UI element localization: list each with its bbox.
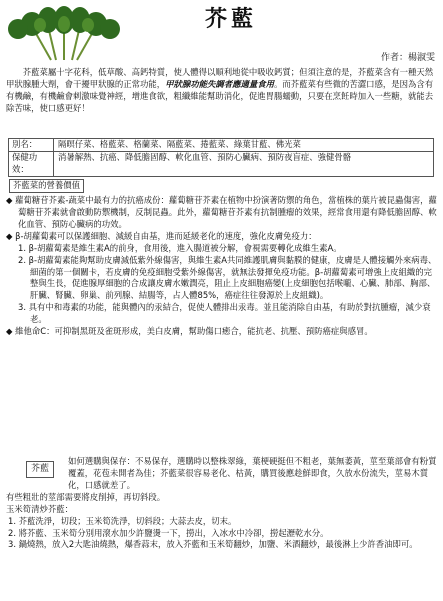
nutrition-list (6, 195, 438, 338)
effect-label: 保健功效： (9, 152, 54, 176)
alias-value: 隔暝仔菜、格藍菜、格蘭菜、隔藍菜、捲藍菜、綠葉甘藍、佛光菜 (58, 139, 301, 149)
nutrition-heading: 芥藍菜的營養價值 (9, 179, 84, 193)
effect-value: 消暑解熱、抗癌、降低膽固醇、軟化血管、預防心臟病、預防夜盲症、強健骨骼 (58, 151, 352, 162)
nutrition-item: ◆ 維他命C：可抑制黑斑及雀斑形成，美白皮膚，幫助傷口癒合，能抗老、抗壓、預防癌症與感冒。 (6, 326, 373, 337)
recipe-step: 1. 芥藍洗淨，切段；玉米筍洗淨，切斜段；大蒜去皮，切末。 (8, 515, 237, 526)
nutrition-item: 2. β-胡蘿蔔素能夠幫助皮膚減低紫外線傷害，與維生素A共同維護肌膚與黏膜的健康，皮膚是人體接觸外來病毒、細菌的第一個關卡，若皮膚的免疫細胞受紫外線傷害，就無法發揮免疫功能。β-胡蘿蔔素可增強上皮組織的完整與生長，促進腺厚細胞的合成讓皮膚水嫩潤亮，阻止上皮細胞癌變(上皮細胞包括喉嚨、心臟、肺部、胸部、肝臟、腎臟、卵巢、前列腺、結腸等，占人體85%，癌症往往發源於上皮組織)。 (18, 254, 437, 301)
storage-text: 如何選購與保存：不易保存，選購時以整株翠綠，葉梗硬挺但不粗老，葉無萎黃，莖至葉部會有粉質覆蓋，花苞未開者為佳；芥藍菜很容易老化、枯黃，購買後應趁鮮即食，久放水份流失，莖易木質化，口感就差了。 (68, 456, 437, 490)
nutrition-item: ◆ 蘿蔔糖苷芥素-蔬菜中最有力的抗癌成份：蘿蔔糖苷芥素在植物中扮演著防禦的角色，當植株的葉片被昆蟲傷害，蘿蔔糖苷芥素就會啟動防禦機制，反制昆蟲。此外，蘿蔔糖苷芥素有抗制腫瘤的效果，經常食用還有降低膽固醇、軟化血管、預防心臟病的功效。 (6, 195, 437, 229)
recipe-step: 3. 鍋燒熱，放入2大匙油燒熱，爆香蒜末，放入芥藍和玉米筍翻炒，加鹽、米酒翻炒，最後淋上少許香油即可。 (8, 539, 418, 550)
recipe-step: 2. 將芥藍、玉米筍分別用滾水加少許鹽燙一下，撈出，入冰水中冷卻，撈起瀝乾水分。 (8, 527, 329, 538)
intro-text: 芥藍菜屬十字花科，低草酸、高鈣特質，使人體得以順利地從中吸收鈣質；但須注意的是，芥藍菜含有一種天然甲狀腺腫大劑，會干擾甲狀腺的正常功能，甲狀腺功能失調者應適量食用。而芥藍菜有些微的苦澀口感，是因為含有有機鹼，有機鹼會刺激味覺神經，增進食欲，粗纖維能幫助消化，促進胃腸蠕動，只要在烹飪時加入一些糖，就能去除苦味，使口感更好！ (6, 67, 434, 113)
author-line: 作者：楊淑雯 (380, 53, 435, 63)
alias-label: 別名： (9, 139, 54, 151)
nutrition-item: ◆ β-胡蘿蔔素可以保護細胞、減緩自由基，進而延緩老化的速度，強化皮膚免疫力： (6, 230, 317, 241)
section-badge: 芥藍 (26, 461, 54, 478)
nutrition-item: 3. 具有中和毒素的功能，能與體內的汞結合，促使人體排出汞毒。並且能消除自由基，有助於對抗腫瘤，減少衰老。 (18, 302, 431, 325)
intro-paragraph (6, 67, 438, 115)
nutrition-item: 1. β-胡蘿蔔素是維生素A的前身，食用後，進入腸道被分解，會視需要轉化成維生素A。 (18, 242, 342, 253)
storage-section (6, 456, 438, 551)
alias-box (8, 138, 434, 177)
recipe-steps (6, 516, 438, 552)
kale-photo (6, 4, 122, 62)
page-title: 芥藍 (205, 7, 258, 32)
recipe-tip: 有些粗壯的莖部需要將皮削掉，再切斜段。 (6, 491, 166, 502)
intro-emphasis: 甲狀腺功能失調者應適量食用 (165, 78, 274, 89)
recipe-title: 玉米筍清炒芥藍： (6, 503, 73, 514)
